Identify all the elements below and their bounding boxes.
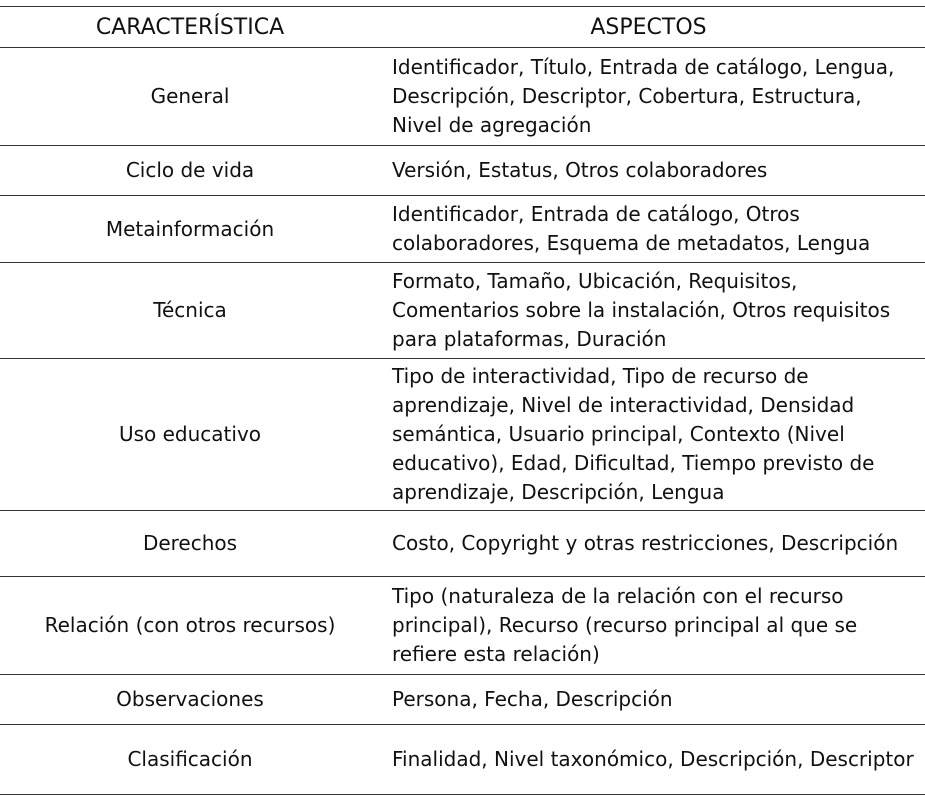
- row-caracteristica: Clasificación: [127, 747, 253, 771]
- row-caracteristica: Derechos: [142, 531, 238, 555]
- table-row: [0, 196, 925, 263]
- row-aspectos: Versión, Estatus, Otros colaboradores: [392, 158, 768, 182]
- table-row: [0, 146, 925, 196]
- table-row: [0, 675, 925, 725]
- row-aspectos: Identificador, Título, Entrada de catálogo, Lengua, Descripción, Descriptor, Cobertura, Estructura, Nivel de agregación: [392, 55, 895, 137]
- row-aspectos: Finalidad, Nivel taxonómico, Descripción, Descriptor: [392, 747, 914, 771]
- header-caracteristica: CARACTERÍSTICA: [95, 14, 285, 40]
- row-aspectos: Persona, Fecha, Descripción: [392, 687, 673, 711]
- table-row: [0, 263, 925, 359]
- row-caracteristica: General: [150, 84, 230, 108]
- row-caracteristica: Ciclo de vida: [125, 158, 255, 182]
- row-aspectos: Identificador, Entrada de catálogo, Otros colaboradores, Esquema de metadatos, Lengua: [392, 202, 871, 255]
- row-aspectos: Tipo de interactividad, Tipo de recurso de aprendizaje, Nivel de interactividad, Densidad semántica, Usuario principal, Contexto (Nivel educativo), Edad, Dificultad, Tiempo previsto de aprendizaje, Descripción, Lengua: [392, 364, 875, 504]
- metadata-table: [0, 6, 925, 795]
- row-caracteristica: Técnica: [153, 298, 227, 322]
- table-row: [0, 511, 925, 577]
- header-aspectos: ASPECTOS: [590, 14, 707, 40]
- table-header-row: [0, 7, 925, 48]
- table-row: [0, 48, 925, 146]
- table-row: [0, 359, 925, 511]
- table-row: [0, 725, 925, 795]
- row-aspectos: Tipo (naturaleza de la relación con el recurso principal), Recurso (recurso principal al que se refiere esta relación): [392, 584, 858, 666]
- table-row: [0, 577, 925, 675]
- row-aspectos: Formato, Tamaño, Ubicación, Requisitos, Comentarios sobre la instalación, Otros requisitos para plataformas, Duración: [392, 269, 891, 351]
- row-caracteristica: Metainformación: [105, 216, 275, 241]
- row-caracteristica: Relación (con otros recursos): [44, 613, 336, 637]
- row-caracteristica: Observaciones: [116, 687, 264, 711]
- row-caracteristica: Uso educativo: [118, 422, 262, 446]
- row-aspectos: Costo, Copyright y otras restricciones, Descripción: [392, 531, 899, 555]
